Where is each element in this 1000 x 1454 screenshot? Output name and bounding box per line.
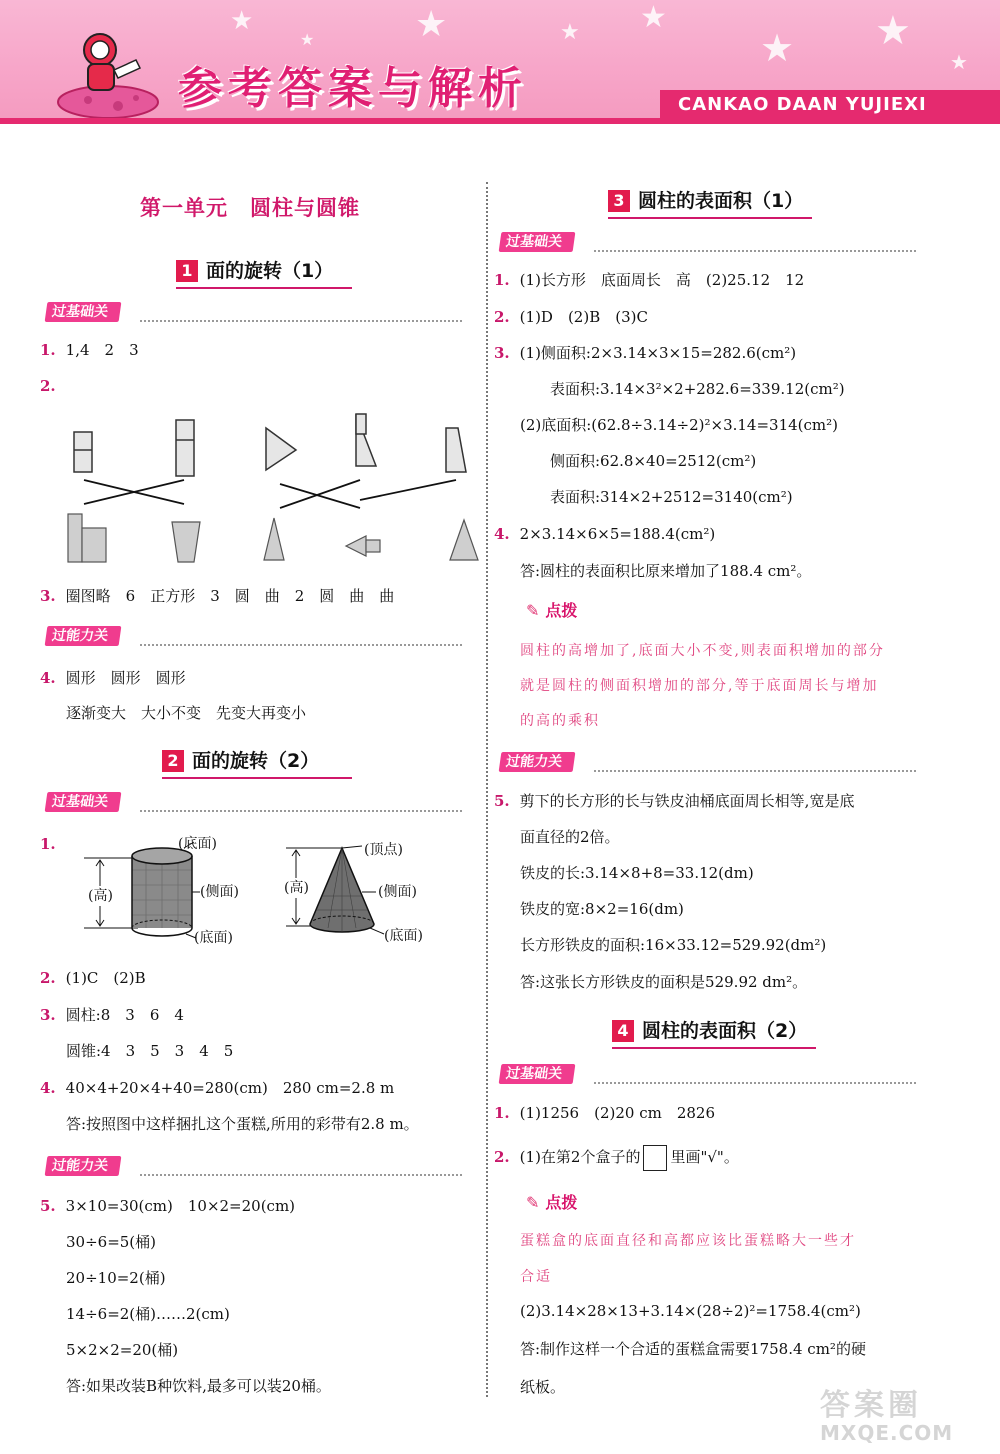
section-title-text: 圆柱的表面积（1） [638, 190, 804, 212]
answer-4-2-b: (2)3.14×28×13+3.14×(28÷2)²=1758.4(cm²) [520, 1302, 861, 1320]
tag-basic: 过基础关 [45, 792, 122, 812]
answer-3-4-b: 答:圆柱的表面积比原来增加了188.4 cm²。 [520, 562, 812, 580]
hint-text: 合适 [520, 1269, 552, 1285]
answer-1-4: 4. 圆形 圆形 圆形 [40, 669, 186, 687]
answer-3-4: 4. 2×3.14×6×5=188.4(cm²) [494, 525, 716, 543]
cone-bottom-label: (底面) [384, 928, 423, 944]
answer-3-3-b: 表面积:3.14×3²×2+282.6=339.12(cm²) [550, 380, 845, 398]
star-decoration-icon: ★ [230, 6, 254, 36]
answer-2-4: 4. 40×4+20×4+40=280(cm) 280 cm=2.8 m [40, 1079, 395, 1097]
unit-title: 第一单元 圆柱与圆锥 [140, 196, 360, 220]
dotted-rule [594, 770, 916, 772]
section-number: 2 [162, 750, 184, 772]
astronaut-mascot-icon [48, 20, 168, 120]
page-header [0, 0, 1000, 124]
watermark-logo: 答案圈 MXQE.COM [820, 1388, 954, 1445]
star-decoration-icon: ★ [300, 30, 315, 49]
dotted-rule [140, 1174, 462, 1176]
section-title-text: 圆柱的表面积（2） [642, 1020, 808, 1042]
answer-1-1: 1. 1,4 2 3 [40, 341, 139, 359]
pencil-icon: ✎ [526, 1193, 540, 1212]
section-title-4 [612, 1016, 816, 1049]
dotted-rule [140, 320, 462, 322]
star-decoration-icon: ★ [950, 50, 968, 74]
dotted-rule [140, 644, 462, 646]
answer-1-2: 2. [40, 377, 56, 395]
answer-2-3: 3. 圆柱:8 3 6 4 [40, 1006, 184, 1024]
answer-1-3: 3. 圈图略 6 正方形 3 圆 曲 2 圆 曲 曲 [40, 587, 395, 605]
answer-box [643, 1145, 667, 1171]
answer-4-1: 1. (1)1256 (2)20 cm 2826 [494, 1104, 715, 1122]
section-title-2 [162, 746, 352, 779]
star-decoration-icon: ★ [415, 4, 448, 45]
pencil-icon: ✎ [526, 601, 540, 620]
cylinder-top-label: (底面) [178, 836, 217, 852]
hint-heading: ✎ 点拨 [526, 1193, 578, 1212]
column-divider [486, 182, 488, 1397]
answer-2-2: 2. (1)C (2)B [40, 969, 146, 987]
answer-2-3-b: 圆锥:4 3 5 3 4 5 [66, 1042, 234, 1060]
answer-3-3-c: (2)底面积:(62.8÷3.14÷2)²×3.14=314(cm²) [520, 416, 839, 434]
star-decoration-icon: ★ [640, 0, 667, 35]
hint-text: 就是圆柱的侧面积增加的部分,等于底面周长与增加 [520, 678, 879, 694]
tag-basic: 过基础关 [499, 232, 576, 252]
dotted-rule [594, 250, 916, 252]
hint-text: 的高的乘积 [520, 713, 600, 729]
answer-4-2: 2. (1)在第2个盒子的 里画"√"。 [494, 1145, 739, 1171]
cone-side-label: (侧面) [378, 884, 417, 900]
hint-text: 蛋糕盒的底面直径和高都应该比蛋糕略大一些才 [520, 1233, 856, 1249]
answer-2-4-b: 答:按照图中这样捆扎这个蛋糕,所用的彩带有2.8 m。 [66, 1115, 419, 1133]
answer-3-3-d: 侧面积:62.8×40=2512(cm²) [550, 452, 757, 470]
rotation-matching-diagram [60, 410, 480, 570]
answer-3-5-f: 答:这张长方形铁皮的面积是529.92 dm²。 [520, 973, 808, 991]
header-pinyin: CANKAO DAAN YUJIEXI [660, 90, 1000, 120]
answer-3-5: 5. 剪下的长方形的长与铁皮油桶底面周长相等,宽是底 [494, 792, 855, 810]
tag-basic: 过基础关 [499, 1064, 576, 1084]
answer-2-1: 1. [40, 835, 56, 853]
answer-3-5-d: 铁皮的宽:8×2=16(dm) [520, 900, 684, 918]
dotted-rule [140, 810, 462, 812]
tag-ability: 过能力关 [45, 626, 122, 646]
section-title-text: 面的旋转（1） [206, 260, 334, 282]
answer-3-5-e: 长方形铁皮的面积:16×33.12=529.92(dm²) [520, 936, 827, 954]
star-decoration-icon: ★ [760, 26, 795, 70]
hint-heading: ✎ 点拨 [526, 601, 578, 620]
section-title-1 [176, 256, 352, 289]
answer-3-3: 3. (1)侧面积:2×3.14×3×15=282.6(cm²) [494, 344, 797, 362]
hint-text: 圆柱的高增加了,底面大小不变,则表面积增加的部分 [520, 643, 885, 659]
section-number: 3 [608, 190, 630, 212]
answer-1-4-b: 逐渐变大 大小不变 先变大再变小 [66, 704, 307, 722]
section-number: 4 [612, 1020, 634, 1042]
section-title-3 [608, 186, 812, 219]
cylinder-side-label: (侧面) [200, 884, 239, 900]
header-title: 参考答案与解析 [178, 63, 528, 114]
answer-2-5-f: 答:如果改装B种饮料,最多可以装20桶。 [66, 1377, 331, 1395]
section-title-text: 面的旋转（2） [192, 750, 320, 772]
tag-ability: 过能力关 [499, 752, 576, 772]
answer-2-5-e: 5×2×2=20(桶) [66, 1341, 179, 1359]
answer-3-1: 1. (1)长方形 底面周长 高 (2)25.12 12 [494, 271, 805, 289]
dotted-rule [594, 1082, 916, 1084]
cylinder-height-label: (高) [88, 888, 113, 904]
answer-4-2-c: 答:制作这样一个合适的蛋糕盒需要1758.4 cm²的硬 [520, 1340, 866, 1358]
answer-3-3-e: 表面积:314×2+2512=3140(cm²) [550, 488, 793, 506]
cylinder-bottom-label: (底面) [194, 930, 233, 946]
star-decoration-icon: ★ [560, 20, 580, 45]
answer-3-5-b: 面直径的2倍。 [520, 828, 620, 846]
cone-diagram [278, 836, 468, 952]
cylinder-diagram [76, 830, 266, 950]
answer-4-2-d: 纸板。 [520, 1378, 566, 1396]
answer-2-5-c: 20÷10=2(桶) [66, 1269, 166, 1287]
tag-basic: 过基础关 [45, 302, 122, 322]
answer-2-5-d: 14÷6=2(桶)……2(cm) [66, 1305, 230, 1323]
star-decoration-icon: ★ [875, 8, 911, 54]
tag-ability: 过能力关 [45, 1156, 122, 1176]
answer-3-5-c: 铁皮的长:3.14×8+8=33.12(dm) [520, 864, 754, 882]
section-number: 1 [176, 260, 198, 282]
answer-2-5-b: 30÷6=5(桶) [66, 1233, 157, 1251]
cone-height-label: (高) [284, 880, 309, 896]
answer-3-2: 2. (1)D (2)B (3)C [494, 308, 648, 326]
answer-2-5: 5. 3×10=30(cm) 10×2=20(cm) [40, 1197, 296, 1215]
cone-top-label: (顶点) [364, 842, 403, 858]
